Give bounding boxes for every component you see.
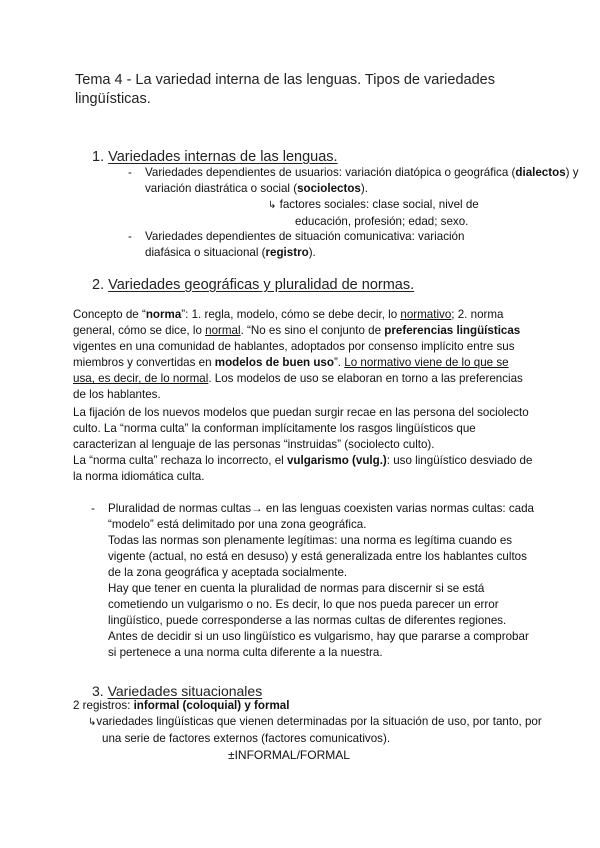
p1-text-f: ”. xyxy=(333,356,345,369)
term-registro: registro xyxy=(265,246,309,259)
section-2-bullet-para-3: Hay que tener en cuenta la pluralidad de normas para discernir si se está cometiendo un vulgarismo o no. Es decir, lo que nos pueda parecer un error lingüístico, puede corresponderse a las normas cultas de diferentes regiones. xyxy=(108,582,507,627)
s1-b1-text-a: Variedades dependientes de usuarios: variación diatópica o geográfica ( xyxy=(145,166,516,179)
section-1-number: 1. xyxy=(92,149,105,165)
term-normativo: normativo xyxy=(400,308,452,321)
section-1-sub-item xyxy=(268,197,568,230)
section-3-number: 3. xyxy=(92,683,104,699)
section-1-heading xyxy=(92,148,338,166)
section-2-bullet-para-4: Antes de decidir si un uso lingüístico es vulgarismo, hay que pararse a comprobar si pertenece a una norma culta diferente a la nuestra. xyxy=(108,630,529,659)
term-normal: normal xyxy=(205,324,241,337)
section-2-heading xyxy=(92,276,414,294)
section-3-line-1 xyxy=(73,698,533,714)
underlined-statement: Lo normativo viene de lo que se usa, es decir, de lo normal xyxy=(73,356,509,385)
term-modelos: modelos de buen uso xyxy=(214,356,334,369)
section-2-paragraph-3 xyxy=(73,453,533,485)
p3-text-a: La “norma culta” rechaza lo incorrecto, el xyxy=(73,454,287,467)
term-norma: norma xyxy=(145,308,182,321)
section-2-title: Variedades geográficas y pluralidad de normas. xyxy=(108,277,415,293)
document-title: Tema 4 - La variedad interna de las lenguas. Tipos de variedades lingüísticas. xyxy=(75,72,495,107)
section-1-bullet-2-marker: - xyxy=(128,230,132,243)
section-3-title: Variedades situacionales xyxy=(107,683,263,699)
p1-text-e: vigentes en una comunidad de hablantes, adoptados por consenso implícito entre sus miembros y convertidas en xyxy=(73,340,515,369)
p3-text-b: : uso lingüístico desviado de la norma idiomática culta. xyxy=(73,454,533,483)
sub-item-line-1: factores sociales: clase social, nivel de xyxy=(279,198,479,211)
section-1-bullet-1-marker: - xyxy=(128,166,132,179)
sub-arrow-icon: ↳ xyxy=(268,200,277,211)
p1-text-c: ; 2. norma general, cómo se dice, lo xyxy=(73,308,504,337)
s3-line1-text: 2 registros: xyxy=(73,699,134,712)
p1-text-b: ”: 1. regla, modelo, cómo se debe decir, lo xyxy=(181,308,401,321)
section-2-bullet-marker: - xyxy=(91,502,95,515)
section-1-bullet-2 xyxy=(145,229,505,261)
s1-b2-text-b: ). xyxy=(308,246,316,259)
section-1-title: Variedades internas de las lenguas. xyxy=(108,149,338,165)
arrow-icon: ↳ xyxy=(88,717,97,728)
s1-b1-text-c: ). xyxy=(360,182,368,195)
section-2-paragraph-2: La fijación de los nuevos modelos que puedan surgir recae en las persona del sociolecto culto. La “norma culta” la conforman implícitamente los rasgos lingüísticos que caracterizan al lenguaje de las personas “instruidas” (sociolecto culto). xyxy=(73,406,529,451)
p1-text-g: . Los modelos de uso se elaboran en torno a las preferencias de los hablantes. xyxy=(73,372,523,401)
section-2-bullet-block xyxy=(108,501,540,661)
p1-text-d: . “No es sino el conjunto de xyxy=(240,324,385,337)
p1-text-a: Concepto de “ xyxy=(73,308,146,321)
s1-b2-text-a: Variedades dependientes de situación comunicativa: variación diafásica o situacional ( xyxy=(145,230,465,259)
formality-scale: ±INFORMAL/FORMAL xyxy=(228,748,350,762)
term-dialectos: dialectos xyxy=(515,166,566,179)
section-2-bullet-para-2: Todas las normas son plenamente legítimas: una norma es legítima cuando es vigente (actual, no está en desuso) y está generalizada entre los hablantes cultos de la zona geográfica y aceptada socialmente. xyxy=(108,534,527,579)
term-registros: informal (coloquial) y formal xyxy=(133,699,290,712)
section-1-bullet-1 xyxy=(145,165,585,197)
term-sociolectos: sociolectos xyxy=(297,182,361,195)
sub-item-line-2: educación, profesión; edad; sexo. xyxy=(295,215,469,228)
term-vulgarismo: vulgarismo (vulg.) xyxy=(286,454,387,467)
section-2-bullet-para-1: Pluralidad de normas cultas→ en las lenguas coexisten varias normas cultas: cada “modelo” está delimitado por una zona geográfica. xyxy=(108,502,534,531)
section-2-number: 2. xyxy=(92,277,105,293)
term-preferencias: preferencias lingüísticas xyxy=(384,324,521,337)
s1-b1-text-b: ) y variación diastrática o social ( xyxy=(145,166,579,195)
section-2-paragraph-1 xyxy=(73,307,533,403)
s3-line2-text: variedades lingüísticas que vienen determinadas por la situación de uso, por tanto, por una serie de factores externos (factores comunicativos). xyxy=(96,715,542,745)
section-3-line-2 xyxy=(88,714,542,747)
